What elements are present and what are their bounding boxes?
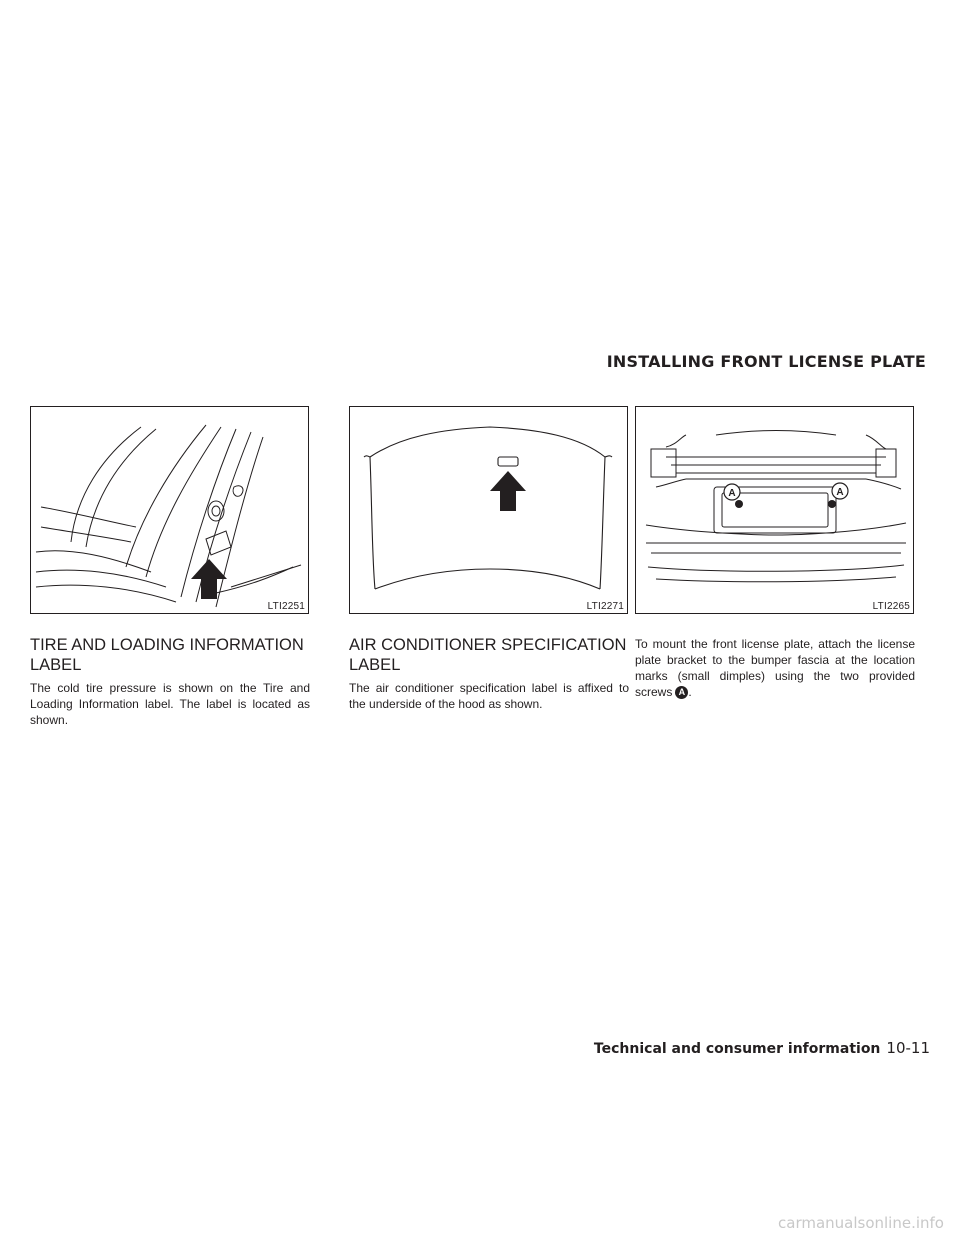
body-license-plate-end: . (688, 685, 692, 699)
heading-tire-loading: TIRE AND LOADING INFORMATION LABEL (30, 636, 304, 674)
body-license-plate (635, 636, 915, 700)
figure-tire-label-location (30, 406, 309, 614)
hood-illustration (350, 407, 629, 615)
figure-code: LTI2251 (267, 601, 305, 612)
seat-pillar-illustration (31, 407, 310, 615)
figure-code: LTI2271 (586, 601, 624, 612)
page-footer (594, 1039, 930, 1057)
body-license-plate-text: To mount the front license plate, attach the license plate bracket to the bumper fascia at the location marks (small dimples) using the two provided screws (635, 637, 915, 699)
callout-a-icon: A (675, 686, 688, 699)
figure-license-plate-bracket (635, 406, 914, 614)
figure-ac-label-location (349, 406, 628, 614)
section-title: INSTALLING FRONT LICENSE PLATE (606, 352, 926, 371)
body-ac-spec: The air conditioner specification label is affixed to the underside of the hood as shown. (349, 681, 629, 711)
label-rectangle-icon (498, 457, 518, 466)
callout-a-right (832, 483, 848, 499)
callout-letter: A (728, 488, 736, 499)
arrow-icon (490, 471, 526, 511)
body-tire-loading: The cold tire pressure is shown on the Tire and Loading Information label. The label is located as shown. (30, 681, 310, 727)
callout-letter: A (836, 487, 844, 498)
arrow-icon (191, 559, 227, 599)
page-number: 10-11 (886, 1039, 930, 1057)
callout-a-left (724, 484, 740, 500)
bumper-illustration (636, 407, 915, 615)
footer-title: Technical and consumer information (593, 1041, 881, 1057)
watermark: carmanualsonline.info (778, 1214, 944, 1232)
figure-code: LTI2265 (872, 601, 910, 612)
heading-ac-spec: AIR CONDITIONER SPECIFICATION LABEL (349, 636, 627, 674)
